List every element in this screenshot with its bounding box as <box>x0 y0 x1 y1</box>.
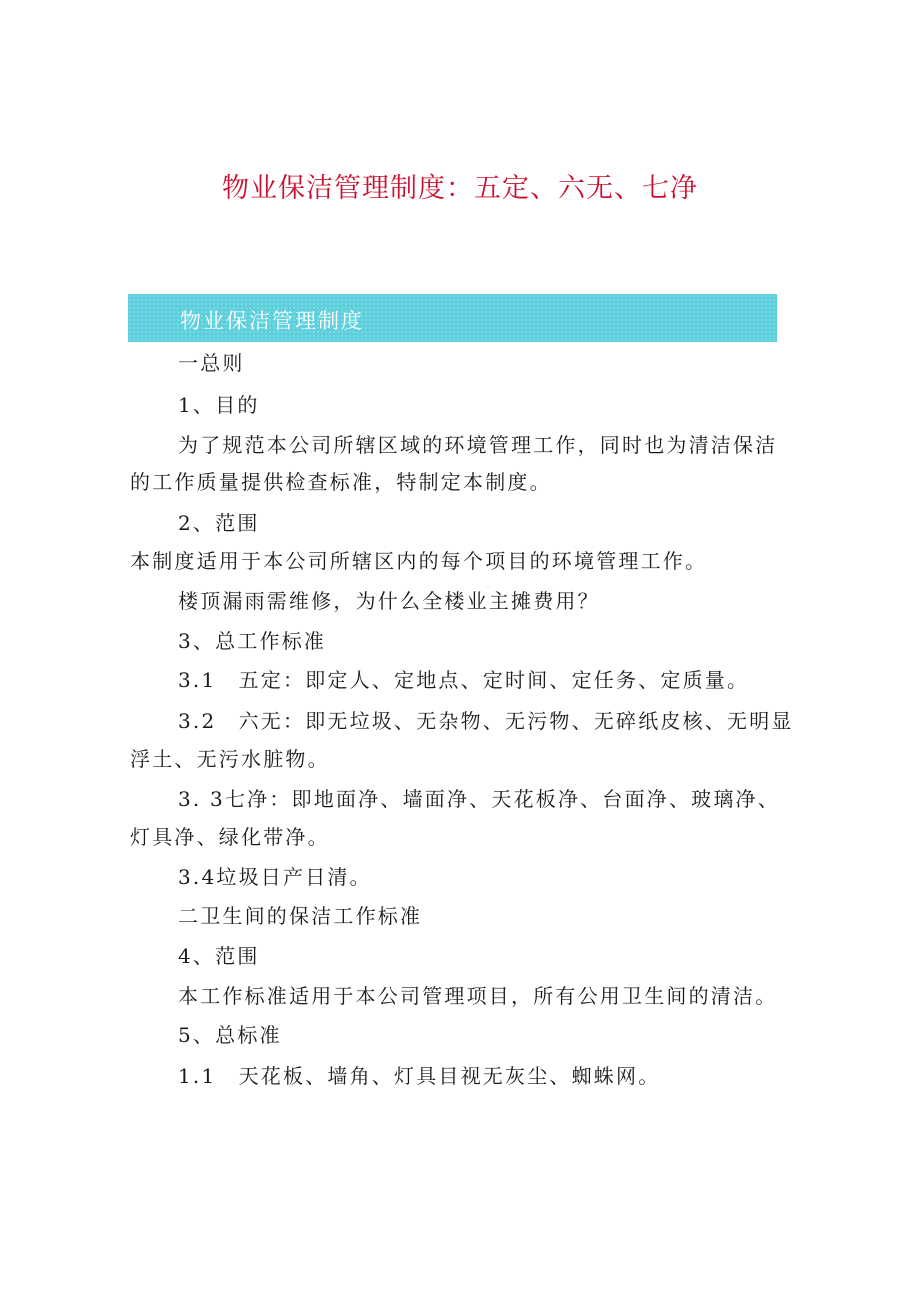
paragraph-line: 本工作标准适用于本公司管理项目，所有公用卫生间的清洁。 <box>178 984 778 1008</box>
paragraph-line: 楼顶漏雨需维修，为什么全楼业主摊费用？ <box>178 589 600 613</box>
section-heading-general: 一总则 <box>178 351 245 375</box>
item-heading-general-standard: 5、总标准 <box>178 1023 282 1047</box>
paragraph-line: 1.1 天花板、墙角、灯具目视无灰尘、蜘蛛网。 <box>178 1064 661 1088</box>
item-heading-scope: 2、范围 <box>178 511 260 535</box>
paragraph-line: 3.4垃圾日产日清。 <box>178 865 372 889</box>
paragraph-line: 3.2 六无：即无垃圾、无杂物、无污物、无碎纸皮核、无明显 <box>178 709 794 733</box>
item-heading-purpose: 1、目的 <box>178 393 260 417</box>
section-banner-title: 物业保洁管理制度 <box>180 309 364 333</box>
paragraph-line: 为了规范本公司所辖区域的环境管理工作，同时也为清洁保洁 <box>178 433 778 457</box>
paragraph-line: 3.1 五定：即定人、定地点、定时间、定任务、定质量。 <box>178 668 750 692</box>
paragraph-line: 3. 3七净：即地面净、墙面净、天花板净、台面净、玻璃净、 <box>178 787 780 811</box>
paragraph-line: 本制度适用于本公司所辖区内的每个项目的环境管理工作。 <box>130 549 708 573</box>
item-heading-standard: 3、总工作标准 <box>178 629 327 653</box>
paragraph-line: 的工作质量提供检查标准，特制定本制度。 <box>130 470 552 494</box>
section-heading-restroom: 二卫生间的保洁工作标准 <box>178 904 423 928</box>
document-title: 物业保洁管理制度：五定、六无、七净 <box>222 173 698 204</box>
paragraph-line: 灯具净、绿化带净。 <box>130 825 330 849</box>
paragraph-line: 浮土、无污水脏物。 <box>130 747 330 771</box>
item-heading-scope-restroom: 4、范围 <box>178 944 260 968</box>
